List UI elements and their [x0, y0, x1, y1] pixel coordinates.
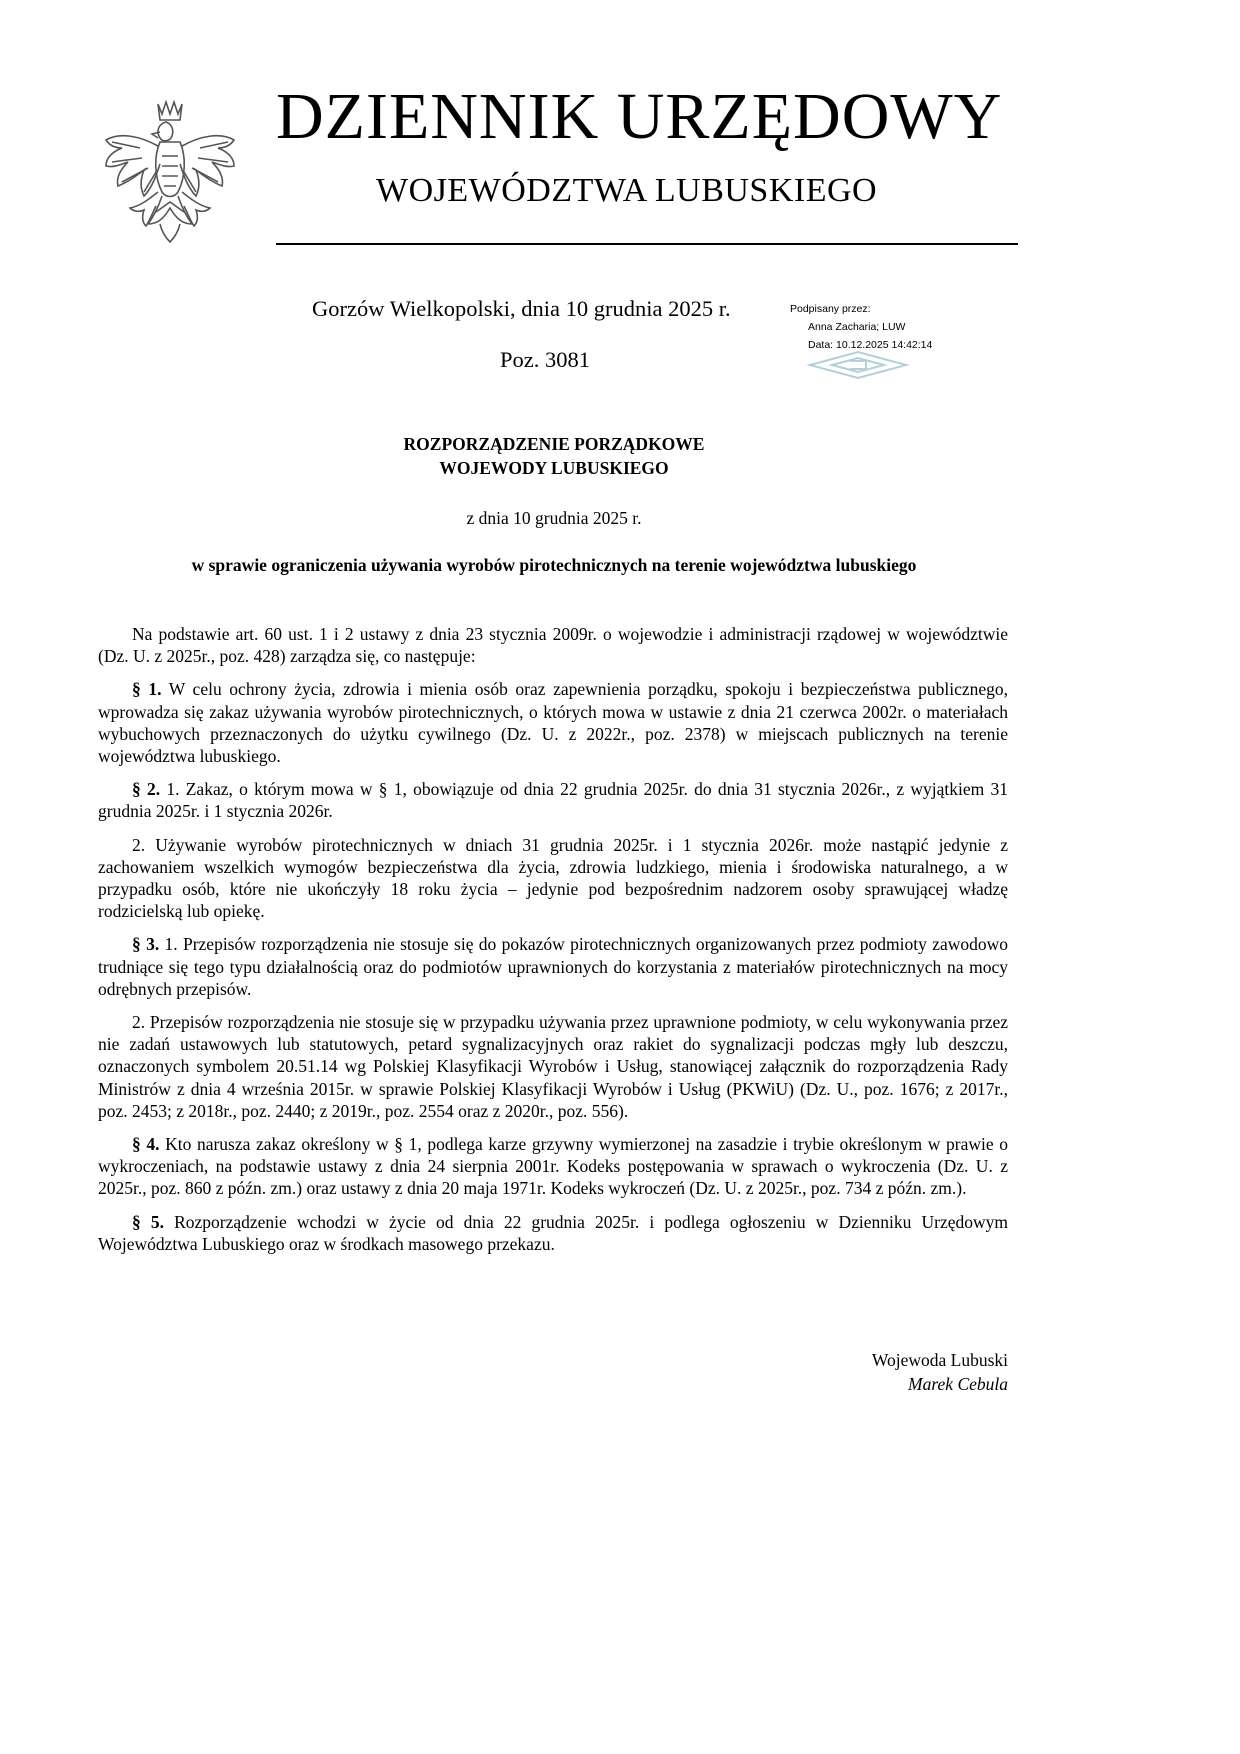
polish-eagle-emblem-icon — [100, 96, 240, 246]
paragraph-section-2-2 — [98, 834, 1008, 923]
signature-signer: Anna Zacharia; LUW — [808, 321, 906, 333]
masthead-divider — [276, 243, 1018, 245]
document-body — [98, 623, 1008, 1266]
document-date: z dnia 10 grudnia 2025 r. — [466, 508, 642, 528]
paragraph-text: 2. Używanie wyrobów pirotechnicznych w dniach 31 grudnia 2025r. i 1 stycznia 2026r. może nastąpić jedynie z zachowaniem wszelkich wymogów bezpieczeństwa dla życia, zdrowia ludzkiego, mienia i środowiska naturalnego, a w przypadku osób, które nie ukończyły 18 roku życia – jedynie pod bezpośrednim nadzorem osoby sprawującej władzę rodzicielską lub opiekę. — [98, 834, 1008, 922]
paragraph-mark: § 3. — [132, 934, 160, 955]
document-type — [0, 432, 1108, 480]
paragraph-text: 1. Zakaz, o którym mowa w § 1, obowiązuje od dnia 22 grudnia 2025r. do dnia 31 stycznia 2026r., z wyjątkiem 31 grudnia 2025r. i 1 stycznia 2026r. — [98, 779, 1009, 822]
paragraph-text: Na podstawie art. 60 ust. 1 i 2 ustawy z dnia 23 stycznia 2009r. o wojewodzie i administracji rządowej w województwie (Dz. U. z 2025r., poz. 428) zarządza się, co następuje: — [98, 624, 1008, 667]
paragraph-text: 1. Przepisów rozporządzenia nie stosuje się do pokazów pirotechnicznych organizowanych przez podmioty zawodowo trudniące się tego typu działalnością oraz do podmiotów uprawnionych do korzystania z materiałów pirotechnicznych na mocy odrębnych przepisów. — [98, 934, 1008, 999]
digital-signature-box — [790, 300, 932, 354]
paragraph-text: 2. Przepisów rozporządzenia nie stosuje się w przypadku używania przez uprawnione podmioty, w celu wykonywania przez nie zadań ustawowych lub statutowych, petard sygnalizacyjnych oraz rakiet do sygnalizacji podczas mgły lub deszczu, oznaczonych symbolem 20.51.14 wg Polskiej Klasyfikacji Wyrobów i Usług, stanowiącej załącznik do rozporządzenia Rady Ministrów z dnia 4 września 2015r. w sprawie Polskiej Klasyfikacji Wyrobów i Usług (PKWiU) (Dz. U., poz. 1676; z 2017r., poz. 2453; z 2018r., poz. 2440; z 2019r., poz. 2554 oraz z 2020r., poz. 556). — [98, 1012, 1008, 1121]
paragraph-section-1 — [98, 678, 1008, 767]
paragraph-text: Rozporządzenie wchodzi w życie od dnia 22 grudnia 2025r. i podlega ogłoszeniu w Dzienniku Urzędowym Województwa Lubuskiego oraz w środkach masowego przekazu. — [98, 1211, 1008, 1254]
signature-label: Podpisany przez: — [790, 303, 871, 315]
document-subject: w sprawie ograniczenia używania wyrobów pirotechnicznych na terenie województwa lubuskiego — [191, 555, 917, 575]
document-type-line-2: WOJEWODY LUBUSKIEGO — [439, 458, 669, 478]
paragraph-section-3-2 — [98, 1011, 1008, 1122]
paragraph-section-5 — [98, 1211, 1008, 1255]
paragraph-text: W celu ochrony życia, zdrowia i mienia osób oraz zapewnienia porządku, spokoju i bezpieczeństwa publicznego, wprowadza się zakaz używania wyrobów pirotechnicznych, o których mowa w ustawie z dnia 21 czerwca 2002r. o materiałach wybuchowych przeznaczonych do użytku cywilnego (Dz. U. z 2022r., poz. 2378) w miejscach publicznych na terenie województwa lubuskiego. — [98, 679, 1009, 767]
place-date: Gorzów Wielkopolski, dnia 10 grudnia 2025 r. — [312, 296, 731, 321]
signature-date: Data: 10.12.2025 14:42:14 — [808, 339, 933, 351]
signatory-name: Marek Cebula — [908, 1374, 1008, 1394]
paragraph-mark: § 1. — [132, 679, 162, 700]
paragraph-mark: § 5. — [132, 1211, 164, 1232]
paragraph-preamble — [98, 623, 1008, 667]
signature-logo-icon — [806, 350, 910, 380]
paragraph-section-4 — [98, 1133, 1008, 1200]
masthead-subtitle: WOJEWÓDZTWA LUBUSKIEGO — [376, 172, 878, 209]
paragraph-mark: § 4. — [132, 1134, 160, 1155]
masthead-title: DZIENNIK URZĘDOWY — [276, 80, 1003, 153]
paragraph-text: Kto narusza zakaz określony w § 1, podlega karze grzywny wymierzonej na zasadzie i trybie określonym w prawie o wykroczeniach, na podstawie ustawy z dnia 24 sierpnia 2001r. Kodeks postępowania w sprawach o wykroczenia (Dz. U. z 2025r., poz. 860 z późn. zm.) oraz ustawy z dnia 20 maja 1971r. Kodeks wykroczeń (Dz. U. z 2025r., poz. 734 z późn. zm.). — [98, 1134, 1008, 1199]
paragraph-mark: § 2. — [132, 779, 161, 800]
paragraph-section-3-1 — [98, 933, 1008, 1000]
paragraph-section-2-1 — [98, 778, 1008, 822]
position-number: Poz. 3081 — [500, 347, 590, 372]
signatory-title: Wojewoda Lubuski — [871, 1350, 1008, 1370]
signatory-block — [872, 1348, 1008, 1396]
document-type-line-1: ROZPORZĄDZENIE PORZĄDKOWE — [403, 434, 705, 454]
